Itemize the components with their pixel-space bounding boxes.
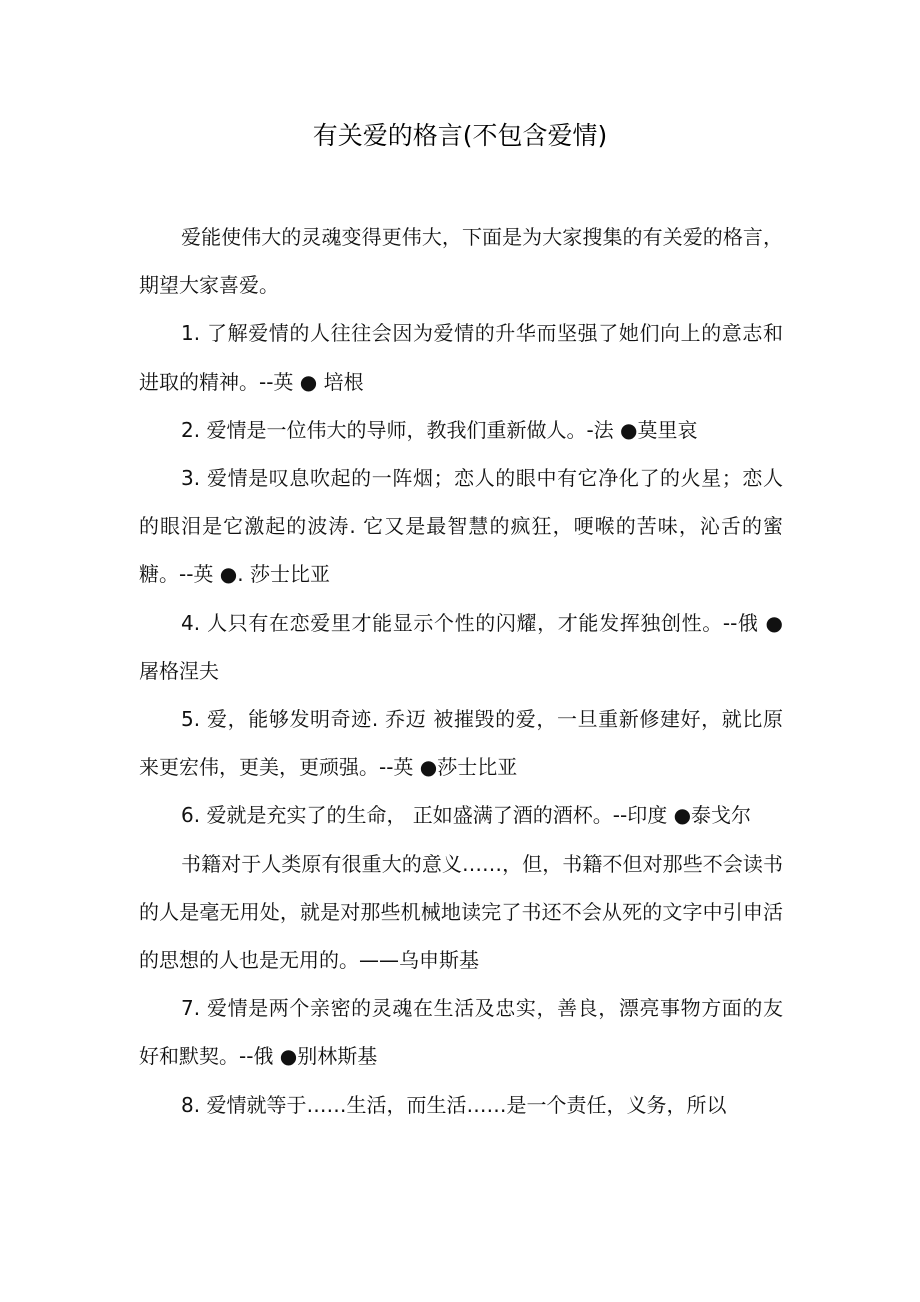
quote-paragraph-4: 4. 人只有在恋爱里才能显示个性的闪耀，才能发挥独创性。--俄 ●屠格涅夫 — [139, 610, 783, 683]
document-title: 有关爱的格言(不包含爱情) — [312, 121, 608, 150]
quote-paragraph-3: 3. 爱情是叹息吹起的一阵烟；恋人的眼中有它净化了的火星；恋人的眼泪是它激起的波涛. 它又是最智慧的疯狂，哽喉的苦味，沁舌的蜜糖。--英 ●. 莎士比亚 — [139, 466, 783, 587]
quote-paragraph-1: 1. 了解爱情的人往往会因为爱情的升华而坚强了她们向上的意志和进取的精神。--英 ● 培根 — [139, 321, 783, 394]
intro-paragraph: 爱能使伟大的灵魂变得更伟大，下面是为大家搜集的有关爱的格言，期望大家喜爱。 — [139, 225, 783, 298]
quote-paragraph-5: 5. 爱，能够发明奇迹. 乔迈 被摧毁的爱，一旦重新修建好，就比原来更宏伟，更美，更顽强。--英 ●莎士比亚 — [139, 707, 783, 780]
quote-paragraph-8: 8. 爱情就等于……生活，而生活……是一个责任，义务，所以 — [181, 1092, 727, 1117]
quote-paragraph-2: 2. 爱情是一位伟大的导师，教我们重新做人。-法 ●莫里哀 — [181, 417, 698, 442]
books-paragraph: 书籍对于人类原有很重大的意义……，但，书籍不但对那些不会读书的人是毫无用处，就是对那些机械地读完了书还不会从死的文字中引申活的思想的人也是无用的。——乌申斯基 — [139, 851, 783, 973]
document-body — [139, 213, 783, 1129]
quote-paragraph-7: 7. 爱情是两个亲密的灵魂在生活及忠实，善良，漂亮事物方面的友好和默契。--俄 ●别林斯基 — [139, 996, 783, 1069]
quote-paragraph-6: 6. 爱就是充实了的生命， 正如盛满了酒的酒杯。--印度 ●泰戈尔 — [181, 803, 752, 828]
